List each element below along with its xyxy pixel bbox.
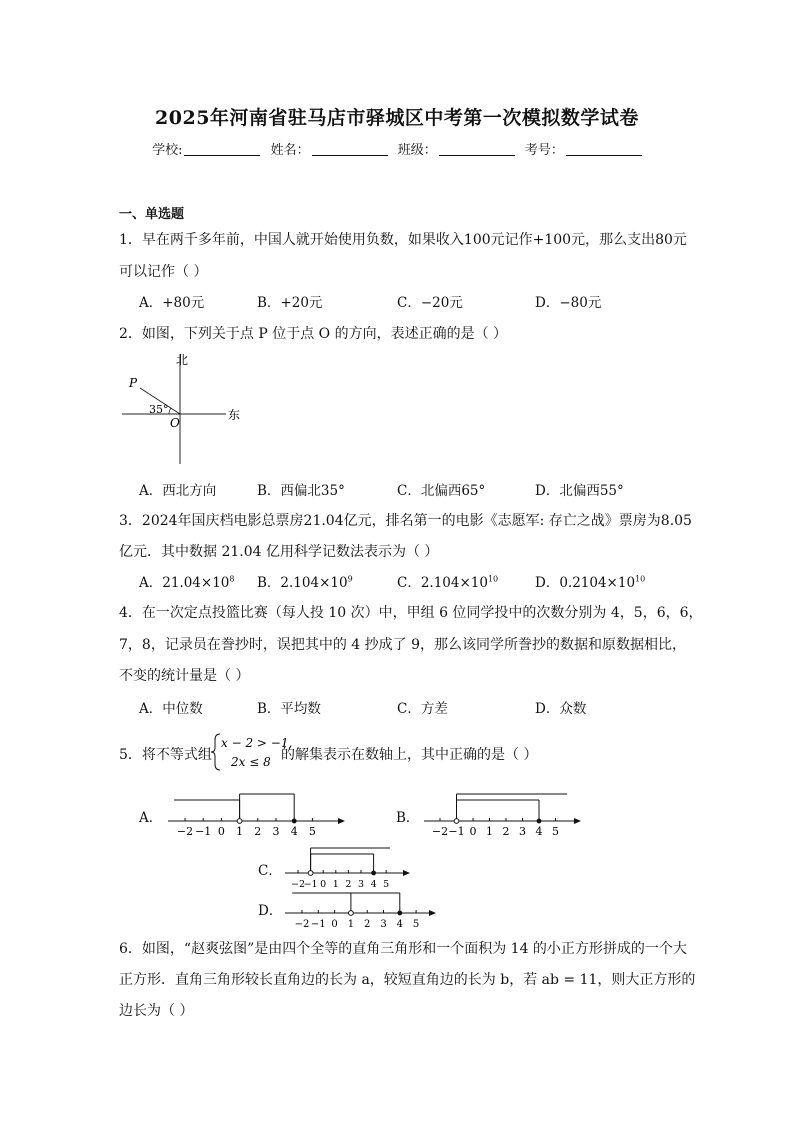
east-label: 东 — [228, 408, 241, 422]
q3-line-1: 3．2024年国庆档电影总票房21.04亿元，排名第一的电影《志愿军: 存亡之战》票房为8.05 — [119, 513, 692, 529]
class-blank[interactable] — [439, 143, 515, 156]
axis-tick-label: 3 — [519, 825, 526, 838]
q4-option-d[interactable]: D．众数 — [535, 701, 587, 717]
number-line-d[interactable] — [285, 885, 437, 930]
axis-tick-label: 5 — [552, 825, 559, 838]
axis-tick-label: 3 — [272, 825, 280, 838]
student-info-line — [0, 139, 794, 158]
school-label: 学校: — [152, 143, 183, 158]
axis-tick-label: −1 — [448, 825, 465, 838]
q1-option-b[interactable]: B．+20元 — [257, 295, 323, 311]
axis-tick-label: 5 — [412, 919, 420, 930]
exam-no-blank[interactable] — [566, 143, 642, 156]
q3-option-c[interactable]: C．$2.104\times 10^{10}$ — [397, 574, 499, 591]
axis-tick-label: 1 — [332, 879, 339, 890]
section-heading: 一、单选题 — [119, 207, 185, 222]
axis-tick-label: 2 — [254, 825, 262, 838]
closed-endpoint — [371, 871, 376, 876]
axis-tick-label: 4 — [370, 879, 377, 890]
q3-option-d[interactable]: D．$0.2104\times 10^{10}$ — [535, 574, 646, 591]
number-line-a[interactable] — [168, 790, 346, 838]
closed-endpoint — [397, 911, 402, 916]
system-line-1: x − 2 > −1, — [221, 736, 293, 750]
exam-no-field[interactable] — [525, 139, 642, 158]
q2-option-b[interactable]: B．西偏北35° — [257, 483, 345, 499]
q1-line-1: 1．早在两千多年前，中国人就开始使用负数，如果收入100元记作+100元，那么支出80元 — [119, 232, 687, 248]
axis-tick-label: 4 — [535, 825, 543, 838]
axis-arrow — [338, 818, 345, 824]
closed-endpoint — [292, 819, 297, 824]
axis-tick-label: −2 — [176, 825, 194, 838]
system-line-2: 2x ≤ 8 — [231, 755, 271, 769]
inequality-system — [211, 732, 293, 772]
north-label: 北 — [176, 353, 189, 367]
axis-tick-label: −1 — [195, 825, 212, 838]
q3-option-a[interactable]: A．$21.04\times 10^8$ — [139, 574, 235, 591]
q3-option-b[interactable]: B．$2.104\times 10^9$ — [257, 574, 353, 591]
axis-tick-label: 4 — [396, 919, 403, 930]
q2-line-1: 2．如图，下列关于点 P 位于点 O 的方向，表述正确的是（ ） — [119, 326, 508, 342]
q2-option-c[interactable]: C．北偏西65° — [397, 483, 486, 499]
q1-option-d[interactable]: D．−80元 — [535, 295, 602, 311]
name-label: 姓名： — [270, 143, 310, 158]
axis-tick-label: 2 — [502, 825, 510, 838]
school-field[interactable] — [152, 139, 260, 158]
axis-tick-label: 5 — [383, 879, 390, 890]
q2-option-d[interactable]: D．北偏西55° — [535, 483, 624, 499]
q1-option-c[interactable]: C．−20元 — [397, 295, 463, 311]
q4-option-b[interactable]: B．平均数 — [257, 701, 321, 717]
q2-direction-figure — [118, 348, 248, 466]
name-field[interactable] — [271, 139, 388, 158]
exam-title: 2025年河南省驻马店市驿城区中考第一次模拟数学试卷 — [155, 107, 639, 129]
axis-tick-label: 0 — [320, 879, 327, 890]
axis-tick-label: 5 — [308, 825, 316, 838]
q6-line-2: 正方形．直角三角形较长直角边的长为 a，较短直角边的长为 b，若 ab = 11，则大正方形的 — [119, 972, 696, 988]
q3-line-2: 亿元．其中数据 21.04 亿用科学记数法表示为（ ） — [119, 544, 439, 560]
axis-tick-label: −1 — [303, 879, 318, 890]
class-label: 班级： — [397, 143, 437, 158]
axis-arrow — [429, 910, 436, 916]
axis-tick-label: 2 — [345, 879, 352, 890]
q4-option-c[interactable]: C．方差 — [397, 701, 448, 717]
name-blank[interactable] — [312, 143, 388, 156]
axis-tick-label: 0 — [469, 825, 477, 838]
axis-tick-label: 2 — [364, 919, 371, 930]
q5-option-c[interactable]: C． — [258, 863, 282, 879]
open-endpoint — [349, 911, 354, 916]
q6-line-3: 边长为（ ） — [119, 1003, 194, 1019]
q5-option-d[interactable]: D． — [258, 903, 283, 919]
axis-tick-label: 4 — [290, 825, 298, 838]
q4-option-a[interactable]: A．中位数 — [139, 701, 203, 717]
closed-endpoint — [537, 819, 542, 824]
q5-option-b[interactable]: B． — [396, 810, 420, 826]
exam-no-label: 考号： — [524, 143, 564, 158]
axis-arrow — [403, 870, 410, 876]
axis-tick-label: 0 — [217, 825, 225, 838]
class-field[interactable] — [398, 139, 515, 158]
axis-tick-label: 1 — [486, 825, 493, 838]
q1-line-2: 可以记作（ ） — [119, 264, 208, 280]
axis-tick-label: 3 — [380, 919, 387, 930]
axis-tick-label: 1 — [347, 919, 355, 930]
school-blank[interactable] — [184, 143, 260, 156]
q5-option-a[interactable]: A． — [139, 810, 163, 826]
q5-line-suffix: 的解集表示在数轴上，其中正确的是（ ） — [281, 747, 538, 763]
open-endpoint — [308, 871, 313, 876]
axis-tick-label: −1 — [310, 919, 326, 930]
point-o-label: O — [170, 416, 180, 430]
angle-label: 35° — [149, 403, 169, 416]
axis-tick-label: 3 — [357, 879, 365, 890]
q4-line-1: 4．在一次定点投篮比赛（每人投 10 次）中，甲组 6 位同学投中的次数分别为 4，5，6，6， — [119, 605, 703, 621]
q2-option-a[interactable]: A．西北方向 — [139, 483, 217, 499]
q1-option-a[interactable]: A．+80元 — [139, 295, 205, 311]
q6-line-1: 6．如图，“赵爽弦图”是由四个全等的直角三角形和一个面积为 14 的小正方形拼成的一个大 — [119, 941, 687, 957]
axis-tick-label: 1 — [236, 825, 244, 838]
q5-line-prefix: 5．将不等式组 — [119, 747, 212, 763]
q4-line-2: 7，8，记录员在誊抄时，误把其中的 4 抄成了 9，那么该同学所誊抄的数据和原数据相比， — [119, 637, 686, 653]
number-line-b[interactable] — [424, 790, 582, 838]
number-line-c[interactable] — [285, 845, 411, 890]
axis-tick-label: 0 — [331, 919, 338, 930]
axis-tick-label: −2 — [290, 879, 306, 890]
point-p-label: P — [129, 376, 138, 390]
open-endpoint — [454, 819, 459, 824]
axis-arrow — [574, 818, 581, 824]
open-endpoint — [237, 819, 242, 824]
angle-arc — [169, 408, 171, 414]
q4-line-3: 不变的统计量是（ ） — [119, 668, 250, 684]
axis-tick-label: −2 — [294, 919, 310, 930]
system-brace — [211, 734, 220, 770]
axis-tick-label: −2 — [431, 825, 449, 838]
